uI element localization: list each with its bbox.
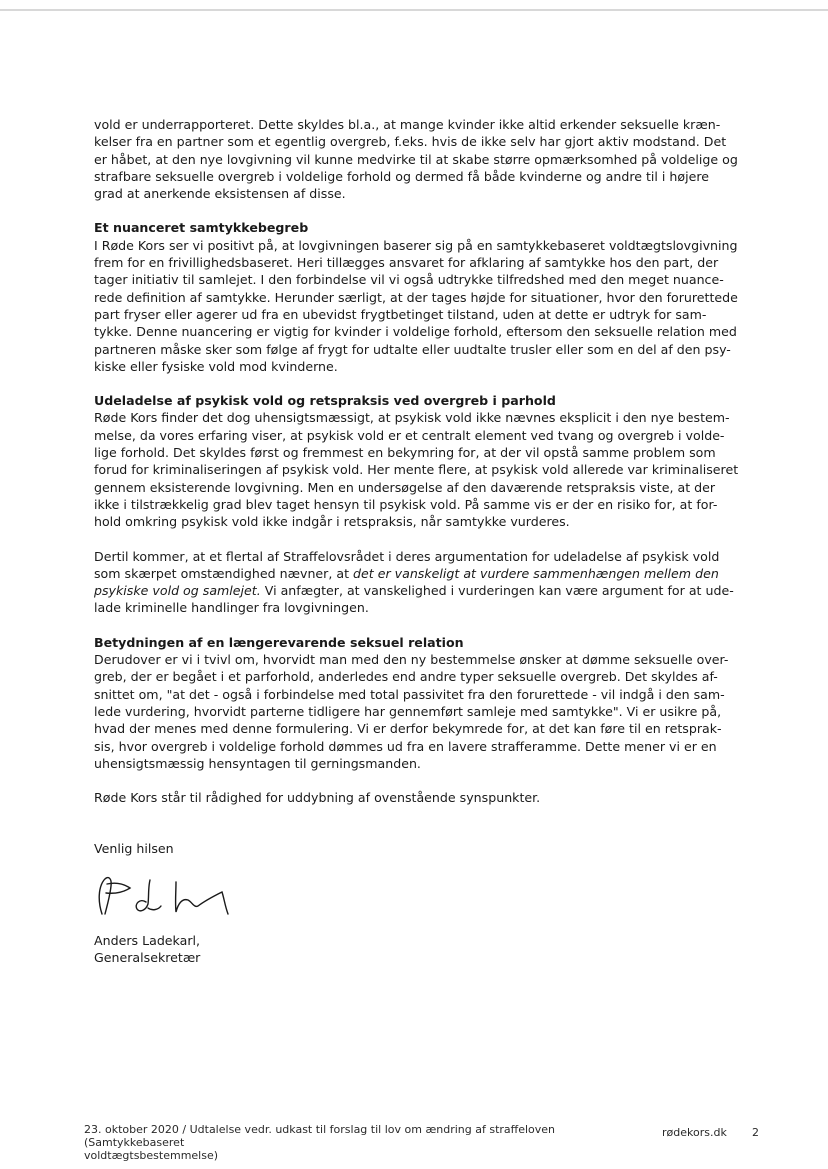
text-line: lige forhold. Det skyldes først og fremmest en bekymring for, at der vil opstå samme problem som <box>94 445 716 461</box>
text-line: rede definition af samtykke. Herunder særligt, at der tages højde for situationer, hvor den forurettede <box>94 289 738 305</box>
text-line: frem for en frivillighedsbaseret. Heri tillægges ansvaret for afklaring af samtykke hos den part, der <box>94 255 719 271</box>
section-long-relation <box>94 634 742 772</box>
text-line: Dertil kommer, at et flertal af Straffelovsrådet i deres argumentation for udeladelse af psykisk vold <box>94 548 720 564</box>
greeting: Venlig hilsen <box>94 841 174 857</box>
section-heading: Udeladelse af psykisk vold og retspraksis ved overgreb i parhold <box>94 393 556 409</box>
text-run: som skærpet omstændighed nævner, at <box>94 565 354 581</box>
closing-note: Røde Kors står til rådighed for uddybning af ovenstående synspunkter. <box>94 790 541 806</box>
text-line: snittet om, "at det - også i forbindelse med total passivitet fra den forurettede - vil indgå i den sam- <box>94 686 725 702</box>
text-line: part fryser eller agerer ud fra en ubevidst frygtbetinget tilstand, uden at dette er udtryk for sam- <box>94 306 707 322</box>
text-line: hold omkring psykisk vold ikke indgår i retspraksis, når samtykke vurderes. <box>94 514 570 530</box>
section-consent <box>94 219 742 375</box>
text-line: tykke. Denne nuancering er vigtig for kvinder i voldelige forhold, eftersom den seksuelle relation med <box>94 324 737 340</box>
text-line: hvad der menes med denne formulering. Vi er derfor bekymrede for, at det kan føre til en retsprak- <box>94 721 722 737</box>
footer-line: voldtægtsbestemmelse) <box>84 1149 219 1162</box>
top-rule <box>0 9 828 11</box>
section-psychological-violence <box>94 392 742 530</box>
italic-quote: det er vanskeligt at vurdere sammenhængen mellem den <box>353 565 719 581</box>
text-line: lede vurdering, hvorvidt parterne tidligere har gennemført samleje med samtykke". Vi er usikre på, <box>94 703 722 719</box>
intro-paragraph <box>94 116 742 202</box>
text-line: gennem eksisterende lovgivning. Men en undersøgelse af den daværende retspraksis viste, at der <box>94 479 716 495</box>
signer-name: Anders Ladekarl, <box>94 932 201 948</box>
text-line: vold er underrapporteret. Dette skyldes bl.a., at mange kvinder ikke altid erkender seksuelle kræn- <box>94 117 721 132</box>
text-line: kiske eller fysiske vold mod kvinderne. <box>94 358 338 374</box>
footer-description <box>84 1123 644 1162</box>
text-line: sis, hvor overgreb i voldelige forhold dømmes ud fra en lavere strafferamme. Dette mener vi er en <box>94 738 717 754</box>
text-line: lade kriminelle handlinger fra lovgivningen. <box>94 600 369 616</box>
text-line: Derudover er vi i tvivl om, hvorvidt man med den ny bestemmelse ønsker at dømme seksuelle over- <box>94 652 729 668</box>
text-line: grad at anerkende eksistensen af disse. <box>94 186 346 202</box>
text-run: Vi anfægter, at vanskelighed i vurderingen kan være argument for at ude- <box>260 583 734 599</box>
text-line: greb, der er begået i et parforhold, anderledes end andre typer seksuelle overgreb. Det skyldes af- <box>94 669 718 685</box>
letter-body <box>94 116 742 966</box>
text-line: partneren måske sker som følge af frygt for udtalte eller uudtalte trusler eller som en del af den psy- <box>94 341 731 357</box>
footer-website: rødekors.dk <box>662 1126 727 1139</box>
text-line: kelser fra en partner som et egentlig overgreb, f.eks. hvis de ikke selv har gjort aktiv modstand. Det <box>94 134 727 150</box>
text-line: I Røde Kors ser vi positivt på, at lovgivningen baserer sig på en samtykkebaseret voldtægtslovgivning <box>94 237 738 253</box>
text-line <box>94 582 742 599</box>
section-penal-council-paragraph <box>94 548 742 617</box>
text-line: forud for kriminaliseringen af psykisk vold. Her mente flere, at psykisk vold allerede var kriminaliseret <box>94 462 739 478</box>
signer-title: Generalsekretær <box>94 949 201 965</box>
italic-quote: psykiske vold og samlejet. <box>94 583 261 599</box>
footer-line: 23. oktober 2020 / Udtalelse vedr. udkast til forslag til lov om ændring af straffeloven (Samtykkebaseret <box>84 1123 556 1149</box>
text-line: melse, da vores erfaring viser, at psykisk vold er et centralt element ved tvang og overgreb i volde- <box>94 427 725 443</box>
text-line: ikke i tilstrækkelig grad blev taget hensyn til psykisk vold. På samme vis er der en risiko for, at for- <box>94 496 718 512</box>
text-line: tager initiativ til samlejet. I den forbindelse vil vi også udtrykke tilfredshed med den meget nuance- <box>94 272 724 288</box>
section-heading: Betydningen af en længerevarende seksuel relation <box>94 634 464 650</box>
page-number: 2 <box>752 1126 759 1139</box>
handwritten-signature <box>94 858 742 932</box>
text-line <box>94 565 742 582</box>
text-line: strafbare seksuelle overgreb i voldelige forhold og dermed få både kvinderne og andre til i højere <box>94 168 710 184</box>
text-line: er håbet, at den nye lovgivning vil kunne medvirke til at skabe større opmærksomhed på voldelige og <box>94 151 738 167</box>
signature-graphic <box>94 862 244 922</box>
text-line: uhensigtsmæssig hensyntagen til gerningsmanden. <box>94 755 421 771</box>
section-heading: Et nuanceret samtykkebegreb <box>94 220 309 236</box>
text-line: Røde Kors finder det dog uhensigtsmæssigt, at psykisk vold ikke nævnes eksplicit i den nye bestem- <box>94 410 730 426</box>
